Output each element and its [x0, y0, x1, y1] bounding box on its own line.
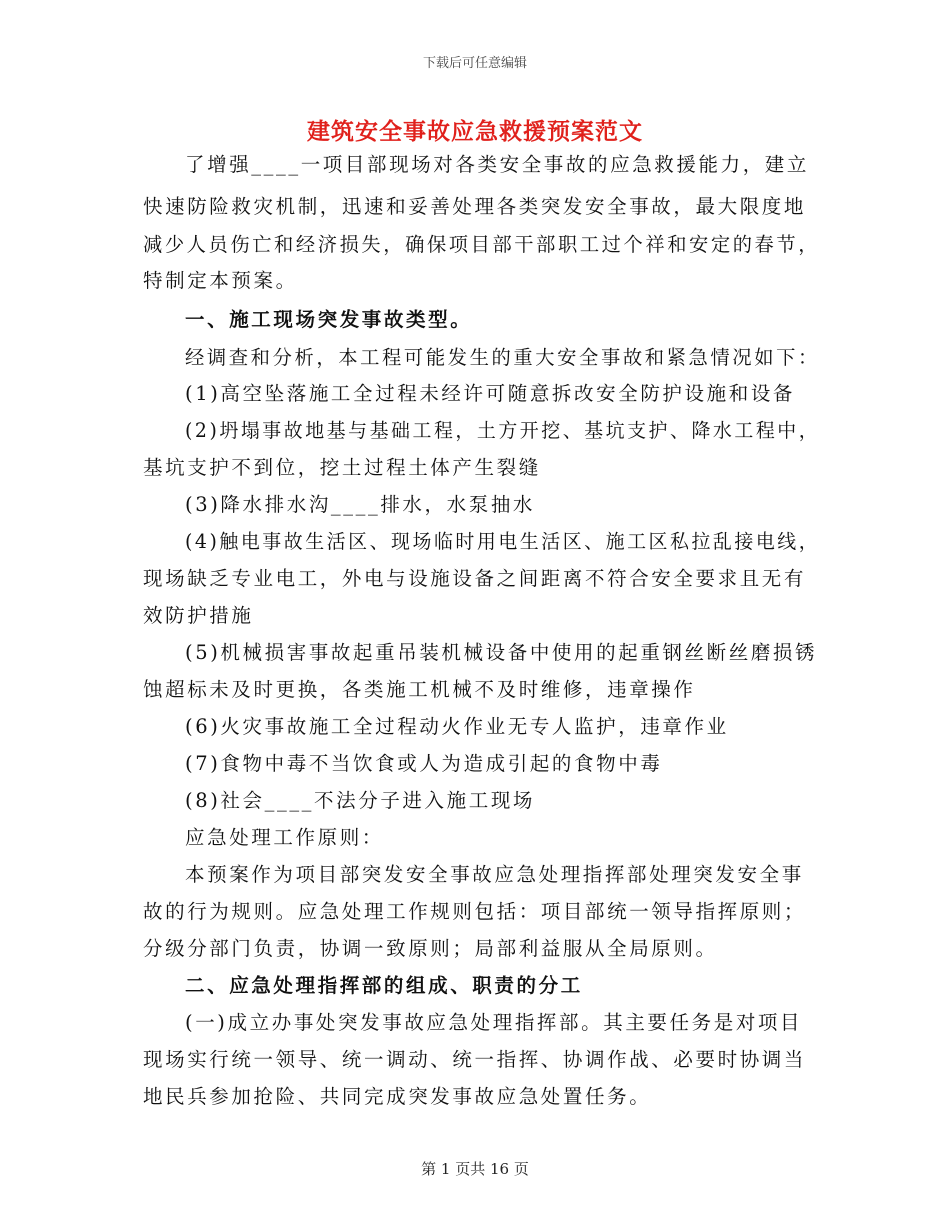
list-item: (6)火灾事故施工全过程动火作业无专人监护，违章作业 — [185, 715, 729, 738]
paragraph-line: 减少人员伤亡和经济损失，确保项目部干部职工过个祥和安定的春节， — [143, 233, 821, 256]
list-item: (8)社会____不法分子进入施工现场 — [185, 789, 536, 812]
list-item: (3)降水排水沟____排水，水泵抽水 — [185, 493, 536, 516]
document-title: 建筑安全事故应急救援预案范文 — [307, 118, 643, 145]
list-item: (7)食物中毒不当饮食或人为造成引起的食物中毒 — [185, 752, 663, 775]
paragraph-line: 基坑支护不到位，挖土过程土体产生裂缝 — [143, 456, 541, 479]
list-item: (4)触电事故生活区、现场临时用电生活区、施工区私拉乱接电线， — [185, 530, 821, 553]
paragraph-line: 现场实行统一领导、统一调动、统一指挥、协调作战、必要时协调当 — [143, 1048, 807, 1071]
list-item: (2)坍塌事故地基与基础工程，土方开挖、基坑支护、降水工程中， — [185, 419, 821, 442]
list-item: (5)机械损害事故起重吊装机械设备中使用的起重钢丝断丝磨损锈 — [185, 641, 818, 664]
paragraph-line: 快速防险救灾机制，迅速和妥善处理各类突发安全事故，最大限度地 — [143, 195, 807, 218]
paragraph-line: (一)成立办事处突发事故应急处理指挥部。其主要任务是对项目 — [185, 1011, 803, 1034]
header-note: 下载后可任意编辑 — [422, 56, 527, 71]
paragraph-line: 了增强____一项目部现场对各类安全事故的应急救援能力，建立 — [185, 153, 810, 176]
paragraph-line: 经调查和分析，本工程可能发生的重大安全事故和紧急情况如下： — [185, 346, 820, 369]
paragraph-line: 地民兵参加抢险、共同完成突发事故应急处置任务。 — [143, 1085, 652, 1108]
section-heading: 二、应急处理指挥部的组成、职责的分工 — [185, 974, 583, 997]
paragraph-line: 现场缺乏专业电工，外电与设施设备之间距离不符合安全要求且无有 — [143, 567, 807, 590]
paragraph-line: 效防护措施 — [143, 604, 254, 627]
paragraph-line: 故的行为规则。应急处理工作规则包括：项目部统一领导指挥原则； — [143, 900, 807, 923]
paragraph-line: 特制定本预案。 — [143, 269, 298, 292]
section-heading: 一、施工现场突发事故类型。 — [185, 308, 473, 331]
paragraph-line: 分级分部门负责，协调一致原则；局部利益服从全局原则。 — [143, 937, 718, 960]
page-number-footer: 第 1 页共 16 页 — [421, 1160, 529, 1178]
paragraph-line: 蚀超标未及时更换，各类施工机械不及时维修，违章操作 — [143, 678, 696, 701]
paragraph-line: 本预案作为项目部突发安全事故应急处理指挥部处理突发安全事 — [185, 863, 804, 886]
list-item: (1)高空坠落施工全过程未经许可随意拆改安全防护设施和设备 — [185, 382, 796, 405]
paragraph-line: 应急处理工作原则： — [185, 826, 384, 849]
